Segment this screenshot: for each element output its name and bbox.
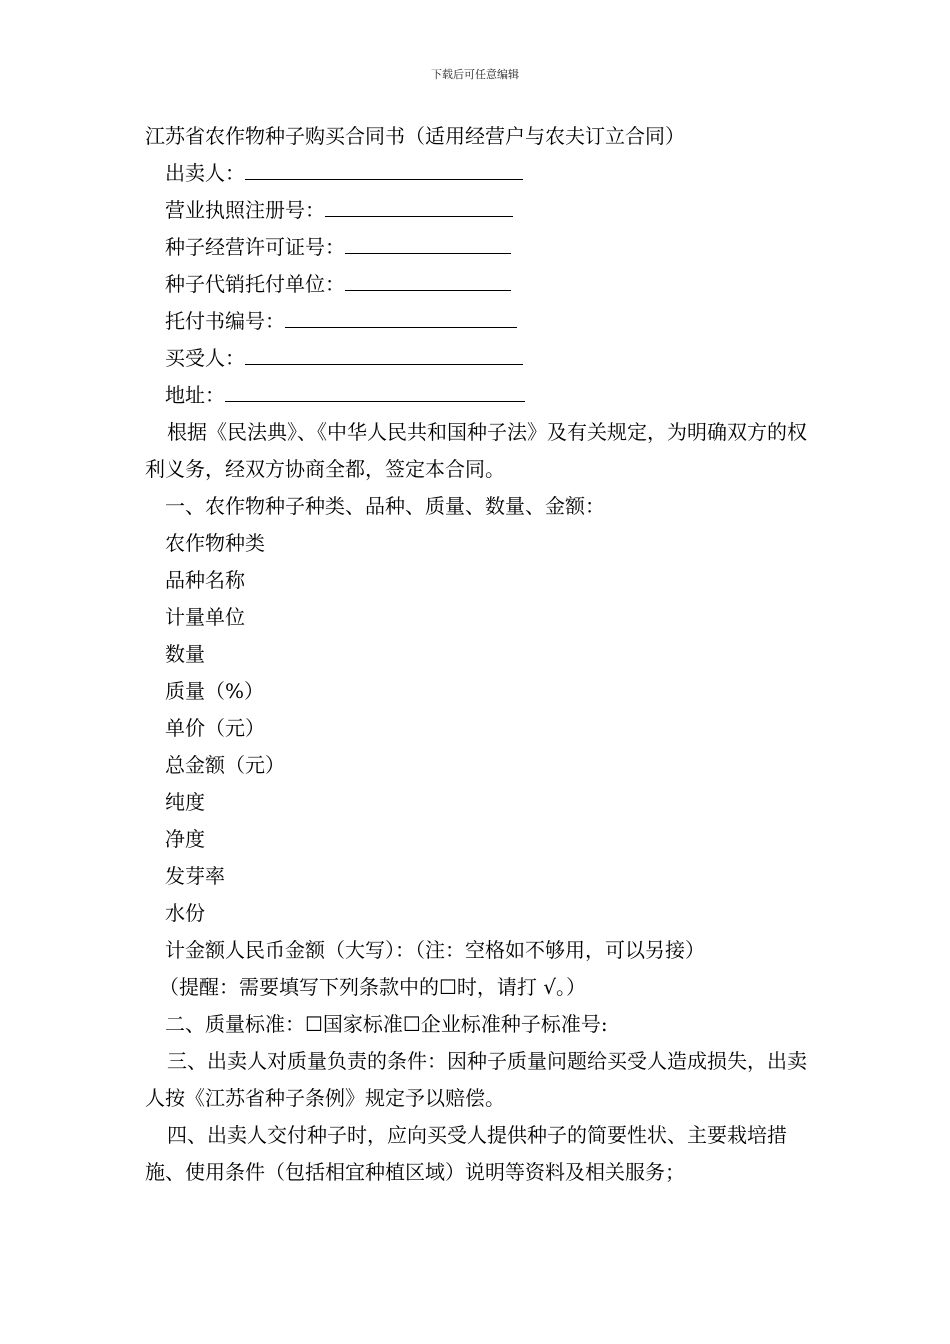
fill-blank bbox=[285, 305, 517, 328]
field-address bbox=[145, 377, 815, 414]
section-2-quality-standard: 二、质量标准：☐国家标准☐企业标准种子标准号: bbox=[165, 1012, 608, 1036]
item-moisture: 水份 bbox=[165, 901, 205, 925]
field-label: 地址： bbox=[165, 383, 225, 407]
item-quality: 质量（%） bbox=[165, 679, 265, 703]
field-label: 托付书编号： bbox=[165, 309, 285, 333]
field-label: 出卖人： bbox=[165, 161, 245, 185]
fill-blank bbox=[225, 379, 525, 402]
fill-blank bbox=[345, 268, 511, 291]
item-germination-rate: 发芽率 bbox=[165, 864, 225, 888]
field-label: 营业执照注册号： bbox=[165, 198, 325, 222]
item-unit: 计量单位 bbox=[165, 605, 245, 629]
amount-line: 计金额人民币金额（大写）：（注：空格如不够用，可以另接） bbox=[165, 938, 705, 962]
field-seed-permit bbox=[145, 229, 815, 266]
item-quantity: 数量 bbox=[165, 642, 205, 666]
fill-blank bbox=[325, 194, 513, 217]
field-consignment-unit bbox=[145, 266, 815, 303]
fill-blank bbox=[245, 157, 523, 180]
field-buyer bbox=[145, 340, 815, 377]
field-label: 种子经营许可证号： bbox=[165, 235, 345, 259]
reminder-note: （提醒：需要填写下列条款中的☐时，请打 √。） bbox=[159, 975, 587, 999]
field-label: 买受人： bbox=[165, 346, 245, 370]
contract-document bbox=[145, 118, 815, 1191]
document-title: 江苏省农作物种子购买合同书（适用经营户与农夫订立合同） bbox=[145, 124, 685, 148]
section-1-title: 一、农作物种子种类、品种、质量、数量、金额： bbox=[165, 494, 605, 518]
page-header: 下载后可任意编辑 bbox=[431, 68, 519, 81]
item-variety-name: 品种名称 bbox=[165, 568, 245, 592]
section-4-paragraph: 四、出卖人交付种子时，应向买受人提供种子的简要性状、主要栽培措施、使用条件（包括相宜种植区域）说明等资料及相关服务； bbox=[145, 1123, 787, 1184]
section-3-paragraph: 三、出卖人对质量负责的条件：因种子质量问题给买受人造成损失，出卖人按《江苏省种子条例》规定予以赔偿。 bbox=[145, 1049, 807, 1110]
field-consignment-number bbox=[145, 303, 815, 340]
item-purity: 纯度 bbox=[165, 790, 205, 814]
preamble-paragraph: 根据《民法典》、《中华人民共和国种子法》及有关规定，为明确双方的权利义务，经双方协商全都，签定本合同。 bbox=[145, 420, 807, 481]
field-seller bbox=[145, 155, 815, 192]
field-label: 种子代销托付单位： bbox=[165, 272, 345, 296]
fill-blank bbox=[345, 231, 511, 254]
item-crop-type: 农作物种类 bbox=[165, 531, 265, 555]
field-business-license bbox=[145, 192, 815, 229]
fill-blank bbox=[245, 342, 523, 365]
item-total-amount: 总金额（元） bbox=[165, 753, 285, 777]
item-cleanliness: 净度 bbox=[165, 827, 205, 851]
item-unit-price: 单价（元） bbox=[165, 716, 265, 740]
